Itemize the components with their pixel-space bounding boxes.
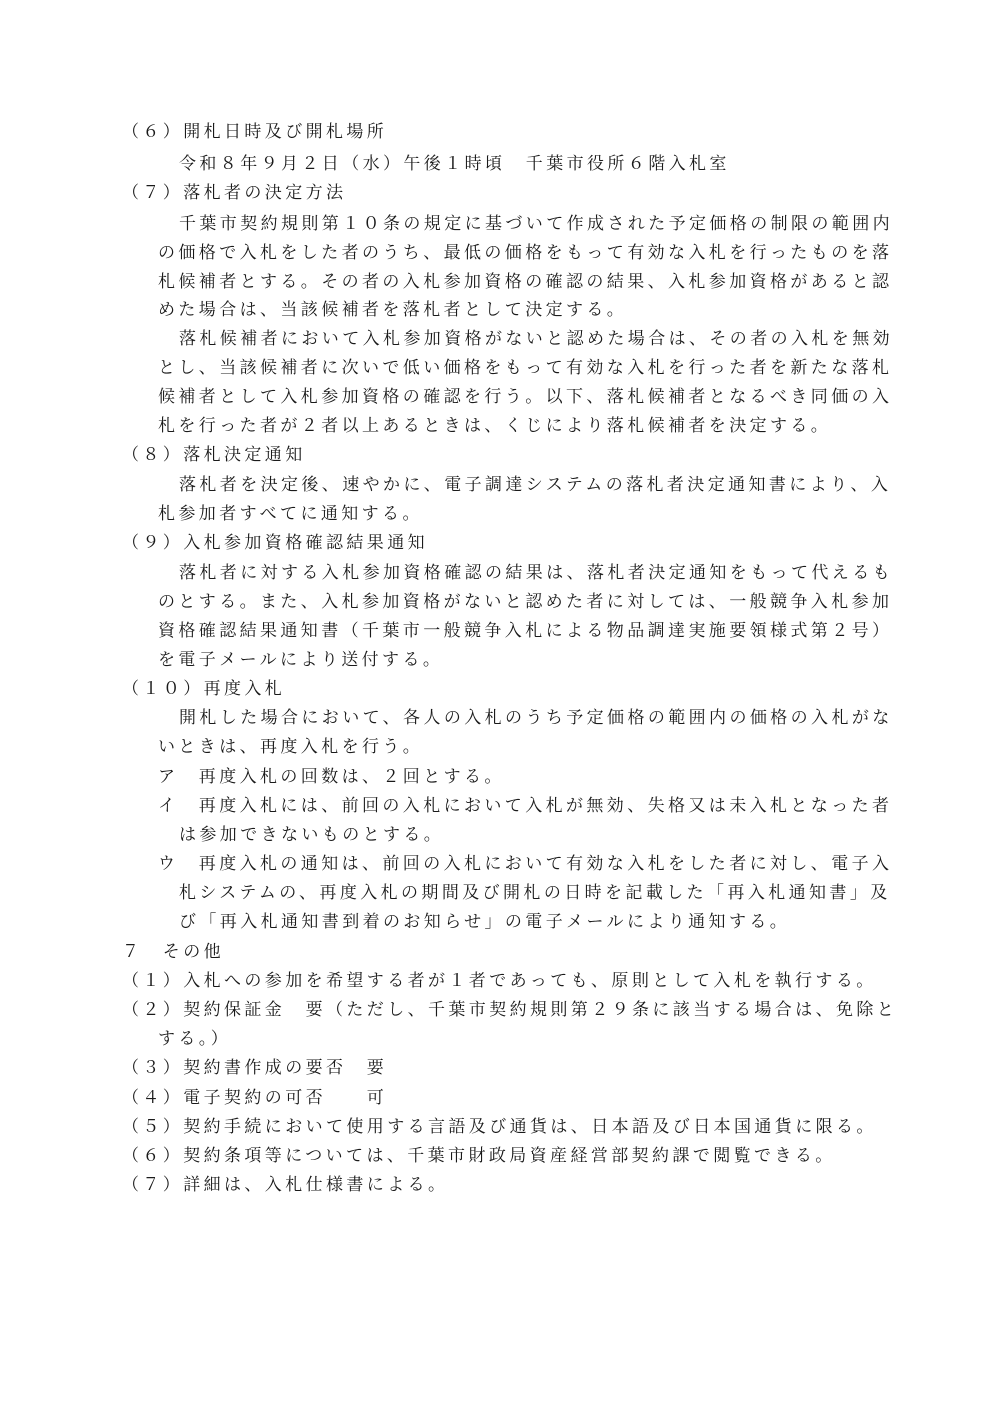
section-8-heading: （８）落札決定通知	[122, 445, 306, 465]
section-6-heading: （６）開札日時及び開札場所	[122, 122, 388, 142]
section-7-line: 千葉市契約規則第１０条の規定に基づいて作成された予定価格の制限の範囲内	[179, 214, 893, 234]
section-7-heading: （７）落札者の決定方法	[122, 183, 347, 203]
section-7-line: 札を行った者が２者以上あるときは、くじにより落札候補者を決定する。	[158, 416, 832, 436]
other-item: （７）詳細は、入札仕様書による。	[122, 1175, 449, 1195]
section-10-item-u-cont: び「再入札通知書到着のお知らせ」の電子メールにより通知する。	[179, 912, 791, 932]
section-9-line: を電子メールにより送付する。	[158, 650, 444, 670]
section-10-heading: （１０）再度入札	[122, 679, 286, 699]
section-7-line: の価格で入札をした者のうち、最低の価格をもって有効な入札を行ったものを落	[158, 243, 893, 263]
section-10-item-u: ウ 再度入札の通知は、前回の入札において有効な入札をした者に対し、電子入	[158, 854, 893, 874]
section-7-line: 候補者として入札参加資格の確認を行う。以下、落札候補者となるべき同価の入	[158, 387, 893, 407]
section-10-item-a: ア 再度入札の回数は、２回とする。	[158, 767, 505, 787]
section-10-item-i: イ 再度入札には、前回の入札において入札が無効、失格又は未入札となった者	[158, 796, 893, 816]
other-item: （５）契約手続において使用する言語及び通貨は、日本語及び日本国通貨に限る。	[122, 1117, 877, 1137]
other-item: （３）契約書作成の要否 要	[122, 1058, 388, 1078]
other-item: （２）契約保証金 要（ただし、千葉市契約規則第２９条に該当する場合は、免除と	[122, 1000, 898, 1020]
section-10-line: いときは、再度入札を行う。	[158, 737, 424, 757]
section-10-line: 開札した場合において、各人の入札のうち予定価格の範囲内の価格の入札がな	[179, 708, 893, 728]
section-6-body: 令和８年９月２日（水）午後１時頃 千葉市役所６階入札室	[179, 154, 730, 174]
section-9-line: 資格確認結果通知書（千葉市一般競争入札による物品調達実施要領様式第２号）	[158, 621, 893, 641]
section-8-line: 落札者を決定後、速やかに、電子調達システムの落札者決定通知書により、入	[179, 475, 892, 495]
other-item: （６）契約条項等については、千葉市財政局資産経営部契約課で閲覧できる。	[122, 1146, 836, 1166]
section-other-heading: ７ その他	[122, 942, 224, 962]
section-9-line: のとする。また、入札参加資格がないと認めた者に対しては、一般競争入札参加	[158, 592, 893, 612]
other-item: （１）入札への参加を希望する者が１者であっても、原則として入札を執行する。	[122, 971, 877, 991]
section-8-line: 札参加者すべてに通知する。	[158, 504, 423, 524]
section-7-line: 札候補者とする。その者の入札参加資格の確認の結果、入札参加資格があると認	[158, 272, 893, 292]
section-9-heading: （９）入札参加資格確認結果通知	[122, 533, 428, 553]
other-item: （４）電子契約の可否 可	[122, 1088, 388, 1108]
section-7-line: とし、当該候補者に次いで低い価格をもって有効な入札を行った者を新たな落札	[158, 358, 893, 378]
section-9-line: 落札者に対する入札参加資格確認の結果は、落札者決定通知をもって代えるも	[179, 563, 893, 583]
section-10-item-u-cont: 札システムの、再度入札の期間及び開札の日時を記載した「再入札通知書」及	[179, 883, 891, 903]
section-7-line: 落札候補者において入札参加資格がないと認めた場合は、その者の入札を無効	[179, 329, 893, 349]
section-10-item-i-cont: は参加できないものとする。	[179, 825, 445, 845]
other-item-cont: する。）	[158, 1029, 232, 1049]
section-7-line: めた場合は、当該候補者を落札者として決定する。	[158, 300, 628, 320]
